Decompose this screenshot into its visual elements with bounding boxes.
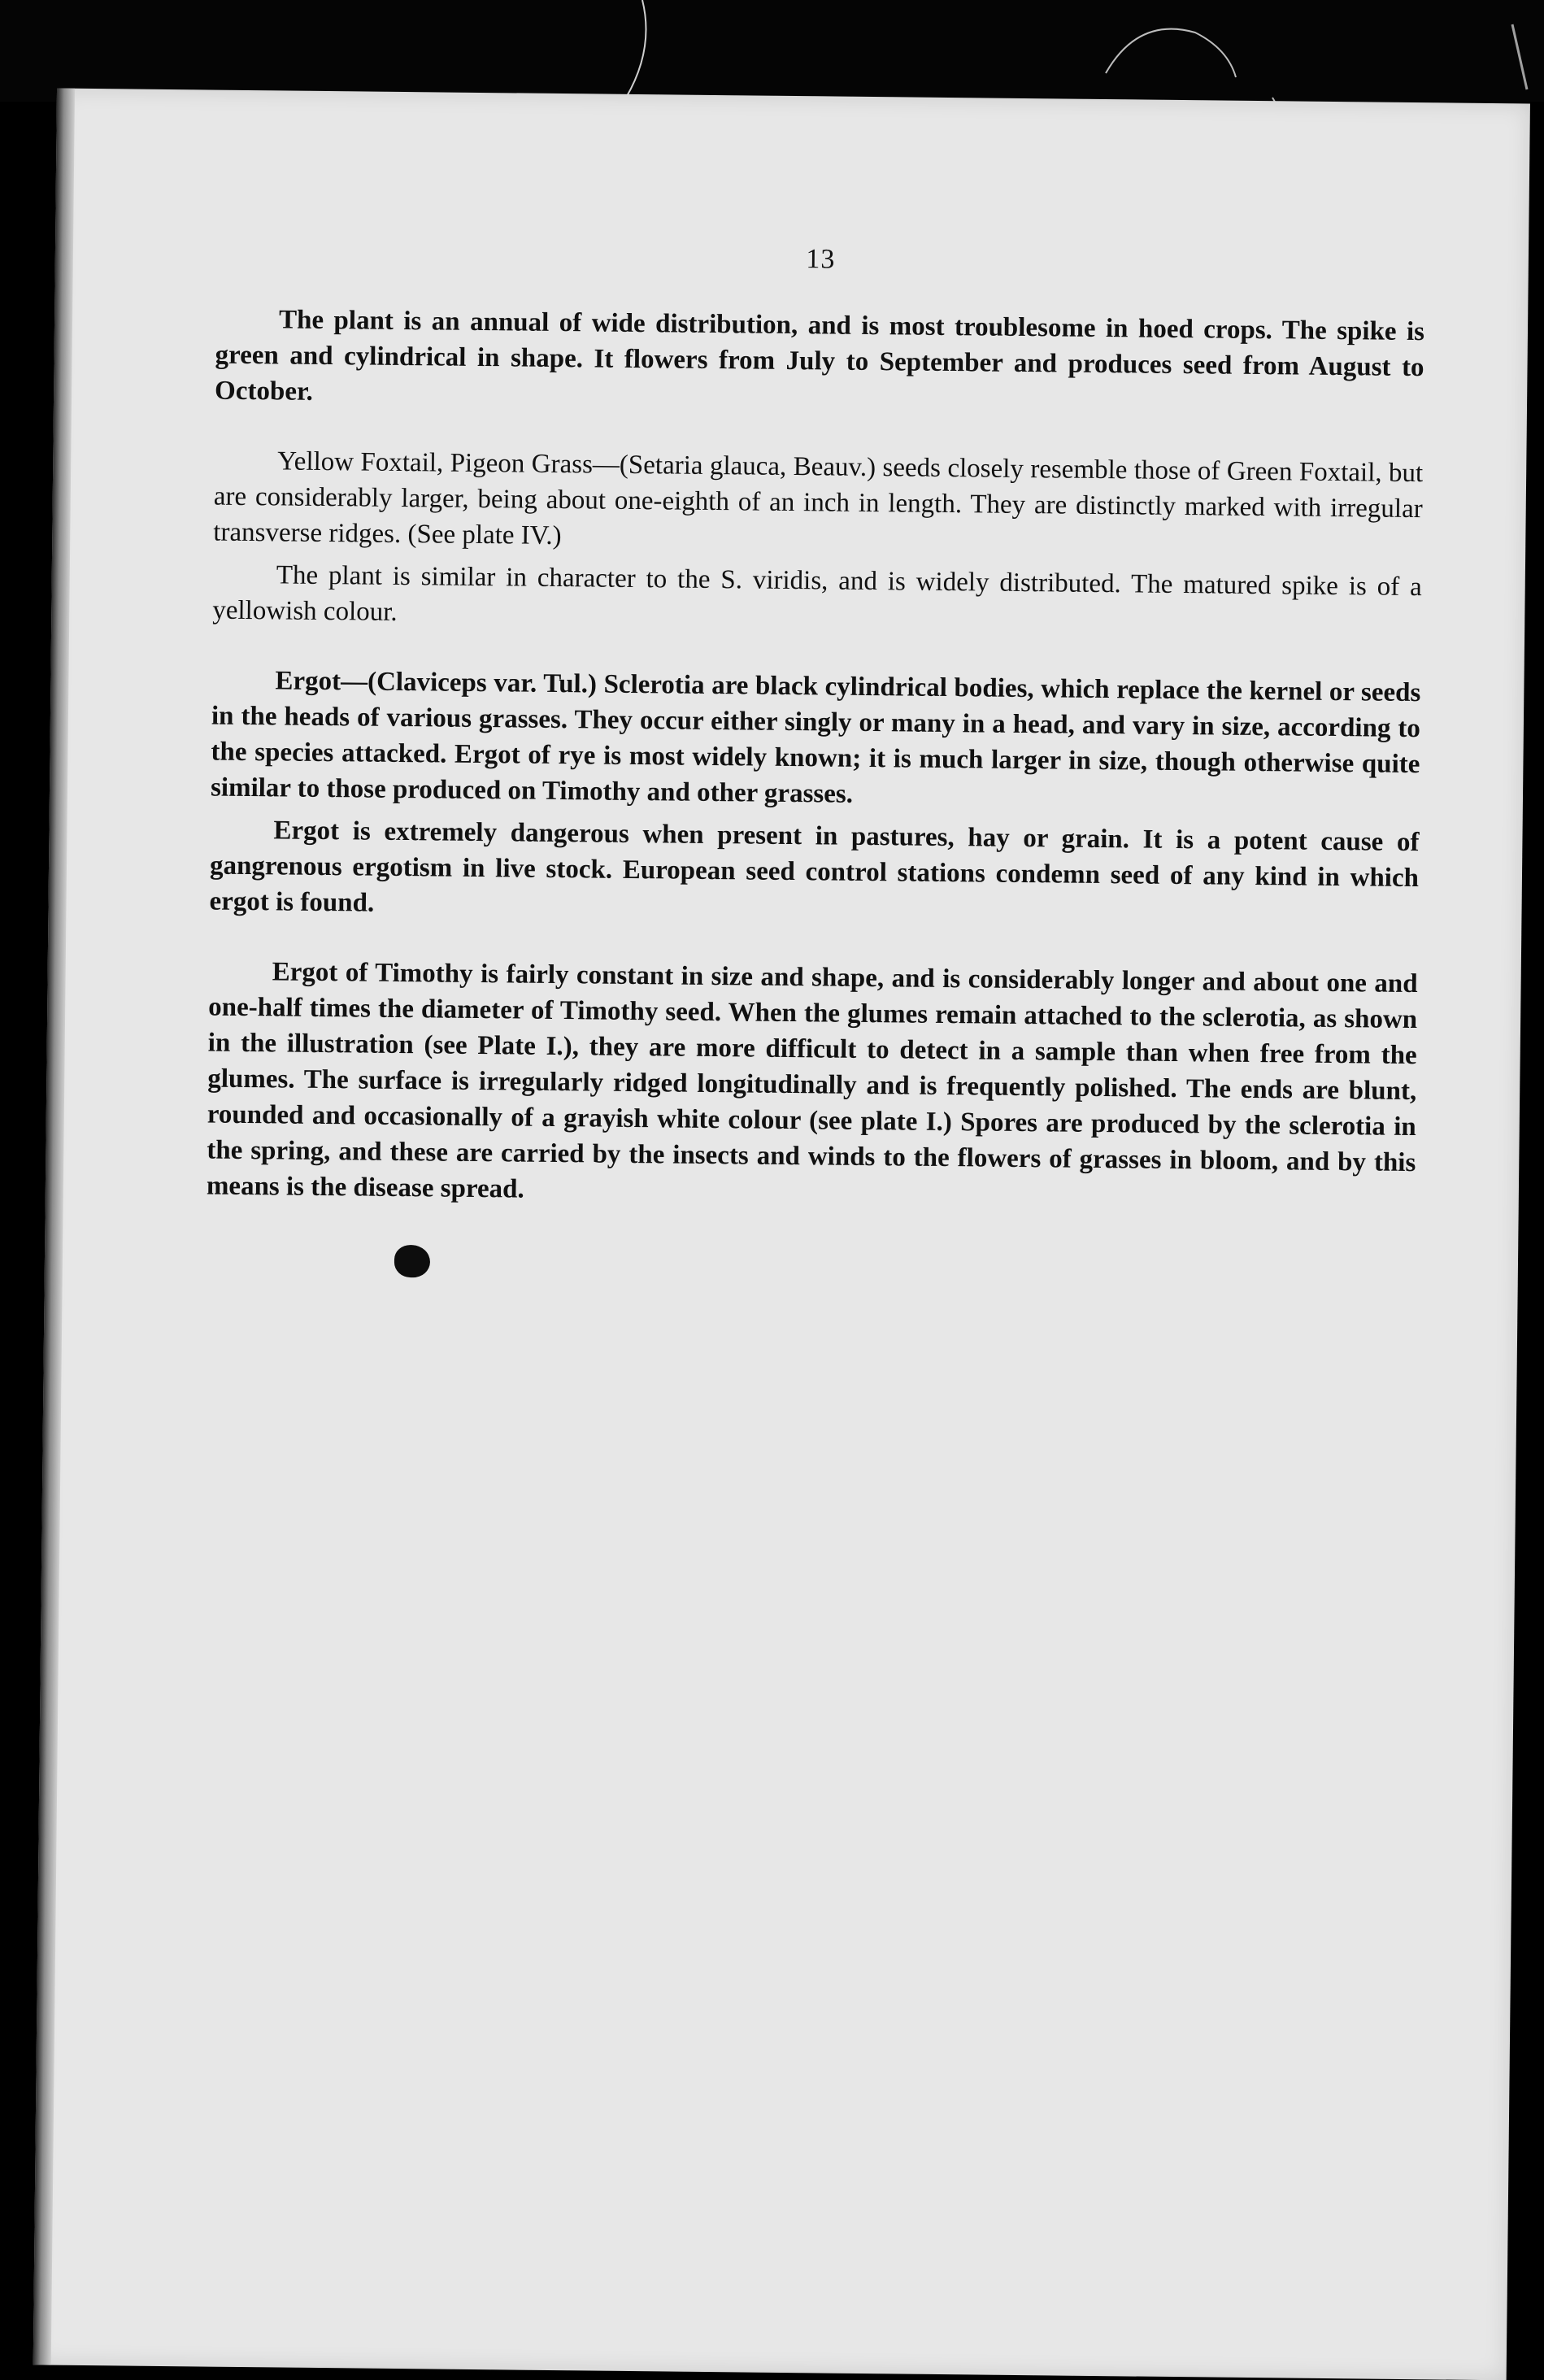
- paragraph-yellow-foxtail: Yellow Foxtail, Pigeon Grass—(Setaria glauca, Beauv.) seeds closely resemble those of Green Foxtail, but are considerably larger, being about one-eighth of an inch in length. They are distinctly marked with irregular transverse ridges. (See plate IV.): [213, 446, 1424, 551]
- paragraph-green-foxtail-plant: The plant is an annual of wide distribution, and is most troublesome in hoed crops. The spike is green and cylindrical in shape. It flowers from July to September and produces seed from August to October.: [214, 305, 1425, 407]
- scan-dark-border: [0, 0, 1544, 102]
- page-number: 13: [806, 244, 836, 275]
- document-page: [33, 89, 1530, 2380]
- paragraph-ergot-danger: Ergot is extremely dangerous when present in pastures, hay or grain. It is a potent cause of gangrenous ergotism in live stock. European seed control stations condemn seed of any kind in which ergot is found.: [209, 816, 1420, 918]
- paragraph-yellow-foxtail-plant: The plant is similar in character to the S. viridis, and is widely distributed. The matured spike is of a yellowish colour.: [212, 560, 1422, 627]
- paragraph-ergot-of-timothy: Ergot of Timothy is fairly constant in size and shape, and is considerably longer and about one and one-half times the diameter of Timothy seed. When the glumes remain attached to the sclerotia, as shown in the illustration (see Plate I.), they are more difficult to detect in a sample than when free from the glumes. The surface is irregularly ridged longitudinally and is frequently polished. The ends are blunt, rounded and occasionally of a grayish white colour (see plate I.) Spores are produced by the sclerotia in the spring, and these are carried by the insects and winds to the flowers of grasses in bloom, and by this means is the disease spread.: [206, 957, 1418, 1204]
- page-binding-edge: [33, 89, 75, 2365]
- page-text: [207, 238, 1425, 1224]
- paragraph-ergot: Ergot—(Claviceps var. Tul.) Sclerotia are black cylindrical bodies, which replace the kernel or seeds in the heads of various grasses. They occur either singly or many in a head, and vary in size, according to the species attacked. Ergot of rye is most widely known; it is much larger in size, though otherwise quite similar to those produced on Timothy and other grasses.: [210, 666, 1421, 809]
- ink-blot: [394, 1245, 430, 1277]
